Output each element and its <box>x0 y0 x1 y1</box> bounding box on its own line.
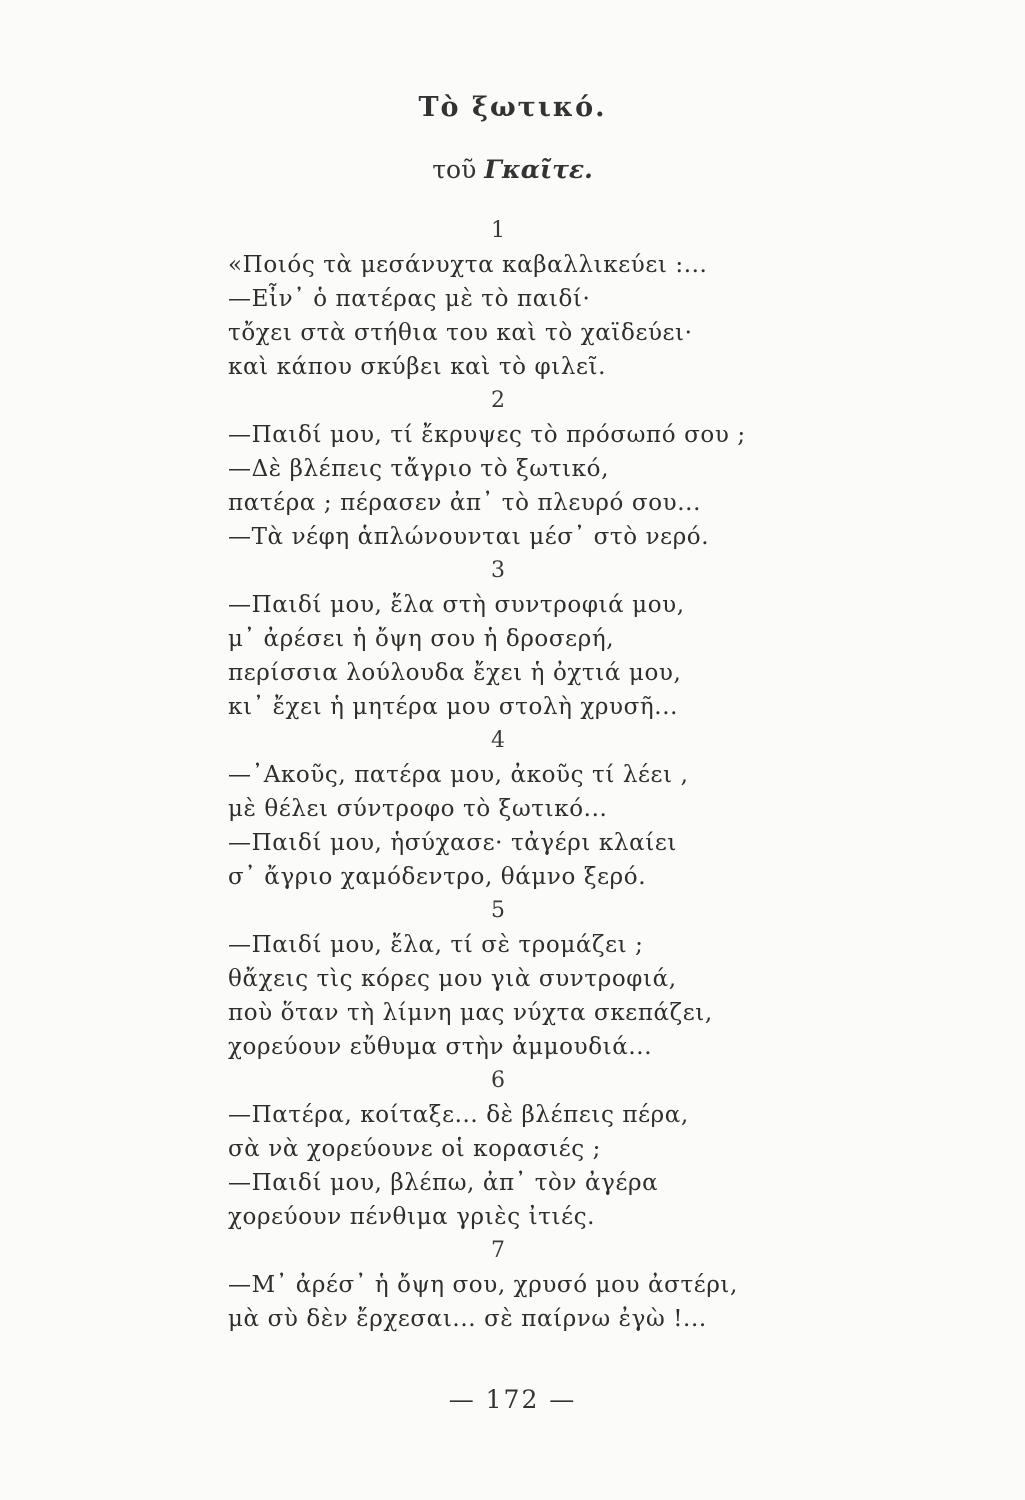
verse-line: —Τὰ νέφη ἁπλώνουνται μέσ᾿ στὸ νερό. <box>228 524 710 550</box>
byline-prefix: τοῦ <box>432 155 477 184</box>
verse-line: καὶ κάπου σκύβει καὶ τὸ φιλεῖ. <box>228 354 607 380</box>
verse-line: σὰ νὰ χορεύουνε οἱ κορασιές ; <box>228 1136 602 1162</box>
verse-line: μὲ θέλει σύντροφο τὸ ξωτικό... <box>228 796 608 822</box>
verse-line: —Εἶν᾿ ὁ πατέρας μὲ τὸ παιδί· <box>228 286 591 312</box>
stanza-number: 1 <box>491 218 505 243</box>
verse-line: —Παιδί μου, βλέπω, ἀπ᾿ τὸν ἀγέρα <box>228 1170 659 1196</box>
stanza-number: 2 <box>491 388 505 413</box>
verse-line: —Μ᾿ ἀρέσ᾿ ἡ ὄψη σου, χρυσό μου ἀστέρι, <box>228 1272 738 1298</box>
verse-line: περίσσια λούλουδα ἔχει ἡ ὀχτιά μου, <box>228 660 682 686</box>
verse-line: «Ποιός τὰ μεσάνυχτα καβαλλικεύει :... <box>228 252 708 278</box>
stanza-number: 3 <box>491 558 505 583</box>
poem-byline <box>0 155 1025 184</box>
verse-line: —᾿Ακοῦς, πατέρα μου, ἀκοῦς τί λέει , <box>228 762 689 788</box>
verse-line: μ᾿ ἀρέσει ἡ ὄψη σου ἡ δροσερή, <box>228 626 615 652</box>
poem-body <box>228 214 788 1336</box>
stanza <box>228 384 788 554</box>
stanza <box>228 1234 788 1336</box>
verse-line: —Παιδί μου, τί ἔκρυψες τὸ πρόσωπό σου ; <box>228 422 746 448</box>
stanza-number: 6 <box>491 1068 505 1093</box>
verse-line: κι᾿ ἔχει ἡ μητέρα μου στολὴ χρυσῆ... <box>228 694 679 720</box>
stanza-number: 7 <box>491 1238 505 1263</box>
verse-line: μὰ σὺ δὲν ἔρχεσαι... σὲ παίρνω ἐγὼ !... <box>228 1306 707 1332</box>
stanza <box>228 724 788 894</box>
stanza-number: 4 <box>491 728 505 753</box>
stanza <box>228 1064 788 1234</box>
poem-title: Τὸ ξωτικό. <box>418 92 607 123</box>
stanza-number: 5 <box>491 898 505 923</box>
page-number: — 172 — <box>448 1385 577 1414</box>
stanza <box>228 554 788 724</box>
verse-line: τὄχει στὰ στήθια του καὶ τὸ χαϊδεύει· <box>228 320 693 346</box>
verse-line: χορεύουν πένθιμα γριὲς ἰτιές. <box>228 1204 596 1230</box>
verse-line: ποὺ ὅταν τὴ λίμνη μας νύχτα σκεπάζει, <box>228 1000 713 1026</box>
verse-line: χορεύουν εὔθυμα στὴν ἀμμουδιά... <box>228 1034 653 1060</box>
verse-line: θἄχεις τὶς κόρες μου γιὰ συντροφιά, <box>228 966 677 992</box>
verse-line: —Παιδί μου, ἔλα στὴ συντροφιά μου, <box>228 592 685 618</box>
verse-line: σ᾿ ἄγριο χαμόδεντρο, θάμνο ξερό. <box>228 864 647 890</box>
stanza <box>228 894 788 1064</box>
byline-author: Γκαῖτε. <box>484 155 593 184</box>
verse-line: πατέρα ; πέρασεν ἀπ᾿ τὸ πλευρό σου... <box>228 490 701 516</box>
stanza <box>228 214 788 384</box>
verse-line: —Παιδί μου, ἡσύχασε· τἀγέρι κλαίει <box>228 830 677 856</box>
verse-line: —Παιδί μου, ἔλα, τί σὲ τρομάζει ; <box>228 932 644 958</box>
verse-line: —Πατέρα, κοίταξε... δὲ βλέπεις πέρα, <box>228 1102 689 1128</box>
verse-line: —Δὲ βλέπεις τἄγριο τὸ ξωτικό, <box>228 456 609 482</box>
